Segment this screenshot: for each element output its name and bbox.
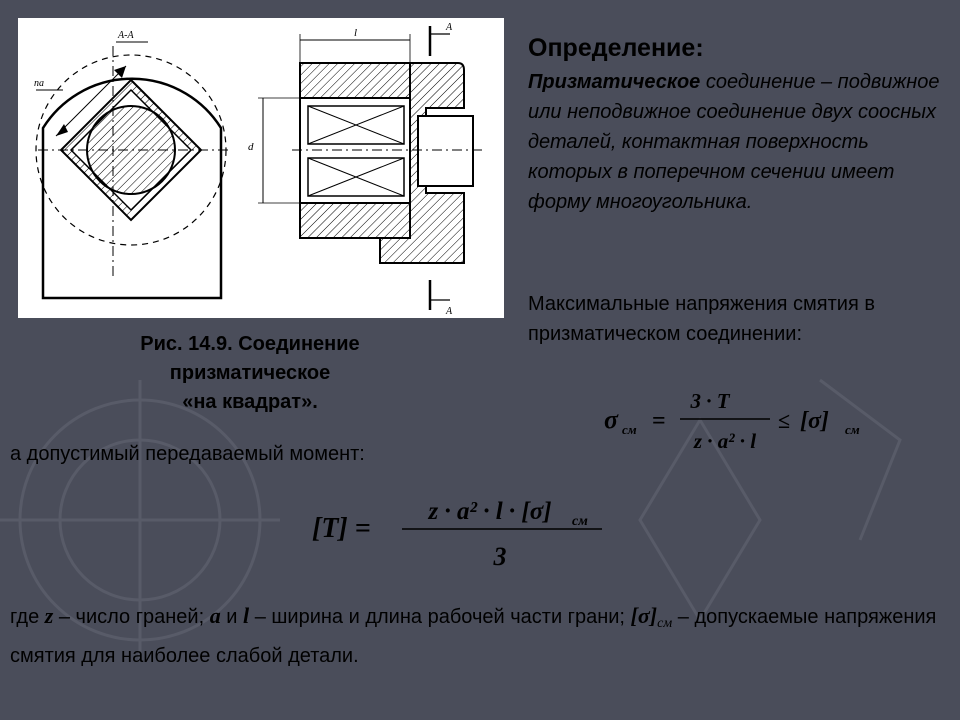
section-label: А-А [118, 30, 134, 41]
symbol-z: z [44, 603, 54, 628]
explanation-text [10, 600, 950, 672]
formula1-equals: = [652, 408, 666, 434]
formula2-num-sub: см [572, 514, 588, 529]
symbol-l: l [243, 603, 250, 628]
dim-length-label: l [354, 27, 358, 39]
arrow-label-bottom: А [446, 306, 453, 317]
formula1-numerator: 3 · T [690, 389, 730, 413]
explanation-part-5: – допускаемые напряжения смятия для наиболее слабой детали. [10, 606, 937, 667]
definition-title: Определение: [528, 34, 704, 62]
formula2-numerator: z · a² · l · [σ] [428, 498, 552, 525]
moment-text: а допустимый передаваемый момент: [10, 443, 365, 465]
caption-line-3: «на квадрат». [182, 391, 318, 413]
stress-formula [600, 382, 900, 458]
explanation-part-3: и [220, 606, 244, 628]
longitudinal-view [248, 22, 484, 317]
definition-term: Призматическое [528, 71, 701, 93]
explanation-part-1: где [10, 606, 45, 628]
definition-text: соединение – подвижное или неподвижное соединение двух соосных деталей, контактная поверхность которых в поперечном сечении имеет форму многоугольника. [528, 71, 940, 213]
caption-line-1: Рис. 14.9. Соединение [140, 333, 360, 355]
caption-line-2: призматическое [169, 362, 331, 384]
symbol-a: a [209, 603, 221, 628]
formula1-le: ≤ [778, 408, 791, 433]
arrow-label-top: А [446, 22, 453, 33]
formula2-denominator: 3 [493, 542, 507, 571]
dim-diameter-label: d [248, 141, 254, 153]
definition-body [528, 67, 948, 217]
symbol-sigma: [σ] [630, 603, 658, 628]
formula1-sigma-sub: см [622, 422, 637, 437]
dim-side-label: па [34, 78, 44, 89]
cross-section-view [34, 30, 228, 298]
drawing-svg [18, 18, 504, 318]
technical-drawing [18, 18, 504, 318]
explanation-part-4: – ширина и длина рабочей части грани; [249, 606, 631, 628]
formula1-denominator: z · a² · l [693, 429, 757, 453]
figure-caption [20, 330, 480, 417]
formula2-lhs: [T] = [312, 513, 371, 544]
formula1-rhs-sub: см [845, 422, 860, 437]
explanation-part-2: – число граней; [53, 606, 210, 628]
moment-formula [310, 485, 630, 575]
formula1-sigma: σ [604, 405, 619, 434]
max-stress-text: Максимальные напряжения смятия в призматическом соединении: [528, 293, 875, 345]
symbol-sigma-sub: см [657, 616, 673, 631]
formula1-rhs: [σ] [800, 408, 829, 434]
